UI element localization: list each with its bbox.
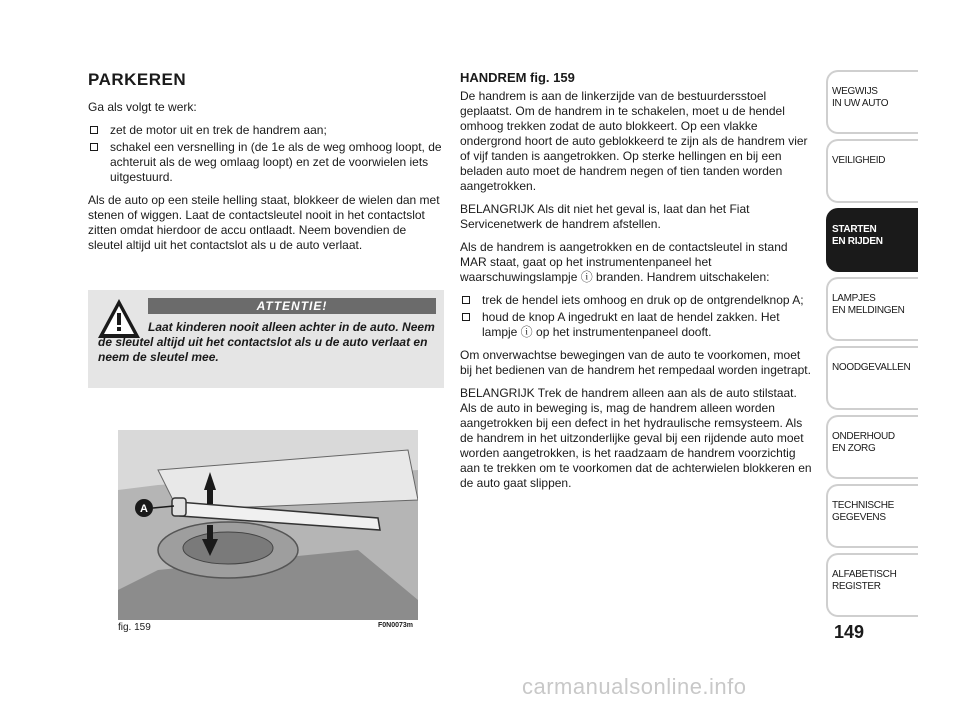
list-item: houd de knop A ingedrukt en laat de hendel zakken. Het lampje ⓘ op het instrumentenpaneel dooft. — [460, 310, 812, 340]
tab-lampjes[interactable]: LAMPJES EN MELDINGEN — [826, 277, 918, 341]
handrem-paragraph-4: Om onverwachtse bewegingen van de auto te voorkomen, moet bij het bedienen van de handrem het rempedaal worden ingetrapt. — [460, 348, 811, 377]
callout-a: A — [140, 503, 148, 515]
list-item: trek de hendel iets omhoog en druk op de ontgrendelknop A; — [460, 293, 812, 308]
figure-code: F0N0073m — [378, 622, 414, 629]
page-number: 149 — [834, 622, 865, 642]
handbrake-figure — [118, 430, 418, 620]
parking-steps-list — [88, 123, 444, 185]
figure-caption: fig. 159 — [118, 622, 151, 633]
left-column — [88, 70, 444, 261]
watermark: carmanualsonline.info — [522, 674, 747, 699]
tab-noodgevallen[interactable]: NOODGEVALLEN — [826, 346, 918, 410]
intro-text: Ga als volgt te werk: — [88, 100, 197, 114]
warning-heading: ATTENTIE! — [148, 298, 436, 314]
tab-wegwijs[interactable]: WEGWIJS IN UW AUTO — [826, 70, 918, 134]
tab-veiligheid[interactable]: VEILIGHEID — [826, 139, 918, 203]
release-steps-list — [460, 293, 812, 340]
section-title-handrem: HANDREM fig. 159 — [460, 70, 575, 85]
handrem-paragraph-3: Als de handrem is aangetrokken en de contactsleutel in stand MAR staat, gaat op het instrumentenpaneel het waarschuwingslampje ⓘ branden. Handrem uitschakelen: — [460, 240, 788, 284]
section-title-parkeren: PARKEREN — [88, 70, 187, 89]
tab-starten-en-rijden[interactable]: STARTEN EN RIJDEN — [826, 208, 918, 272]
chapter-tabs — [826, 70, 918, 622]
warning-box — [88, 290, 444, 388]
handrem-paragraph-5: BELANGRIJK Trek de handrem alleen aan als de auto stilstaat. Als de auto in beweging is, mag de handrem alleen worden aangetrokken bij een defect in het hydraulische remsysteem. Als de handrem in het uitzonderlijke geval bij een rijdende auto moet worden aangetrokken, is het raadzaam de handrem voorzichtig aan te trekken om te voorkomen dat de achterwielen blokkeren en de auto gaat slippen. — [460, 386, 812, 490]
right-column — [460, 70, 812, 499]
warning-text: Laat kinderen nooit alleen achter in de auto. Neem de sleutel altijd uit het contactslot als u de auto verlaat en neem de sleutel mee. — [98, 320, 435, 364]
handrem-paragraph-1: De handrem is aan de linkerzijde van de bestuurdersstoel geplaatst. Om de handrem in te schakelen, moet u de hendel omhoog trekken zodat de auto blokkeert. Op een vlakke ondergrond hoort de auto geblokkeerd te zijn als de handrem vier of vijf tanden is aangetrokken. Op sterke hellingen en bij een beladen auto moet de handrem negen of tien tanden worden aangetrokken. — [460, 89, 808, 193]
list-item: zet de motor uit en trek de handrem aan; — [88, 123, 444, 138]
tab-onderhoud[interactable]: ONDERHOUD EN ZORG — [826, 415, 918, 479]
tab-technische-gegevens[interactable]: TECHNISCHE GEGEVENS — [826, 484, 918, 548]
list-item: schakel een versnelling in (de 1e als de weg omhoog loopt, de achteruit als de weg omlaag loopt) en zet de voorwielen iets uitgestuurd. — [88, 140, 444, 185]
tab-alfabetisch-register[interactable]: ALFABETISCH REGISTER — [826, 553, 918, 617]
handrem-paragraph-2: BELANGRIJK Als dit niet het geval is, laat dan het Fiat Servicenetwerk de handrem afstellen. — [460, 202, 750, 231]
parking-paragraph: Als de auto op een steile helling staat, blokkeer de wielen dan met stenen of wiggen. Laat de contactsleutel nooit in het contactslot zitten omdat hierdoor de accu ontlaadt. Neem bovendien de sleutel altijd uit het contactslot als u de auto verlaat. — [88, 193, 440, 252]
handbrake-illustration — [118, 430, 418, 620]
